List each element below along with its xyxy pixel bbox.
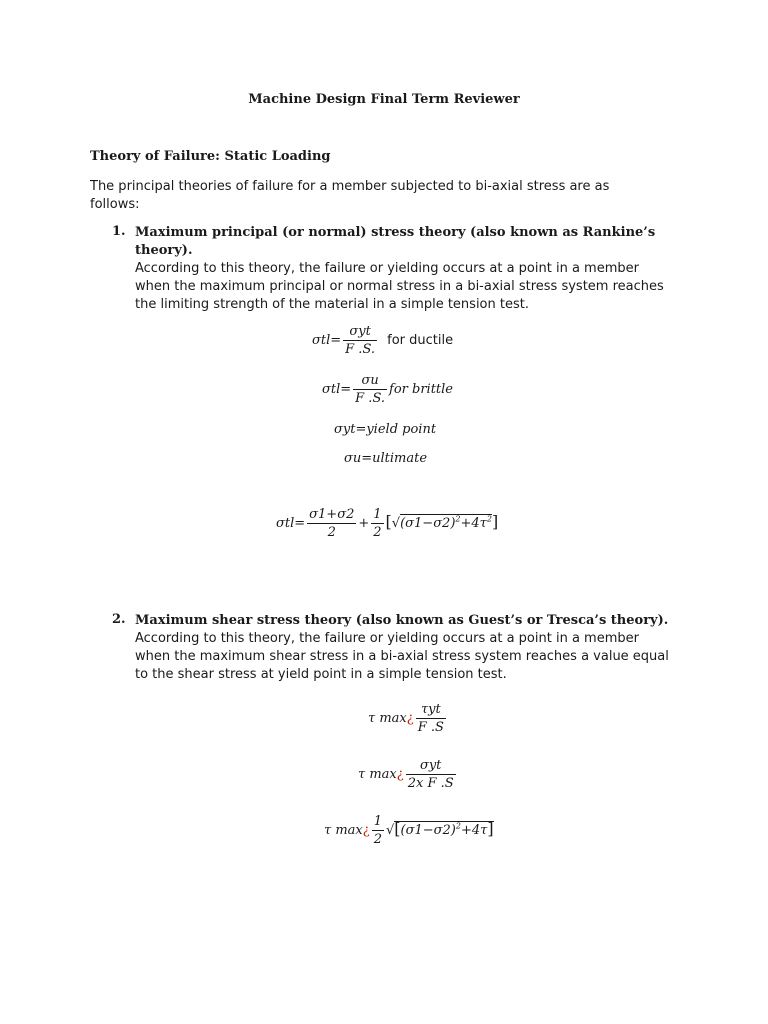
document-title: Machine Design Final Term Reviewer: [248, 92, 520, 107]
item-1-title: Maximum principal (or normal) stress theory (also known as Rankine’s theory).: [135, 225, 656, 258]
definition-yield-point: σyt=yield point: [334, 422, 437, 437]
equation-tmax-3: τ max¿ $\frac{1}{2}$ $√[(\sigma 1-\sigma 2)^2+4\tau]$: [324, 814, 494, 847]
section-heading: Theory of Failure: Static Loading: [90, 149, 331, 164]
equation-ductile: σtl= $\frac{\text{σyt}}{F .S.}$ for ductile: [312, 324, 454, 357]
equation-principal-stress: σtl= $\frac{\sigma 1+\sigma 2}{2}$ + $\frac{1}{2}$ $[√(\sigma 1-\sigma 2)^2+4\tau^2]$: [276, 507, 499, 540]
item-2-number: 2.: [112, 612, 126, 627]
equation-tmax-1: τ max¿ $\frac{\text{τyt}}{F .S}$: [368, 702, 444, 735]
item-1-body: According to this theory, the failure or yielding occurs at a point in a member when the maximum principal or normal stress in a bi-axial stress system reaches the limiting strength of the material in a simple tension test.: [135, 261, 664, 312]
equation-tmax-2: τ max¿ $\frac{\text{σyt}}{\text{2x F .S}}$: [358, 758, 454, 791]
definition-ultimate: σu=ultimate: [344, 451, 428, 466]
equation-brittle: σtl= $\frac{\sigma u}{F .S.}$ for brittle: [322, 373, 453, 406]
intro-paragraph: The principal theories of failure for a member subjected to bi-axial stress are as follows:: [90, 179, 610, 212]
item-2-body: According to this theory, the failure or yielding occurs at a point in a member when the maximum shear stress in a bi-axial stress system reaches a value equal to the shear stress at yield point in a simple tension test.: [135, 631, 669, 682]
item-1-number: 1.: [112, 224, 126, 239]
item-2-title: Maximum shear stress theory (also known as Guest’s or Tresca’s theory).: [135, 613, 669, 628]
